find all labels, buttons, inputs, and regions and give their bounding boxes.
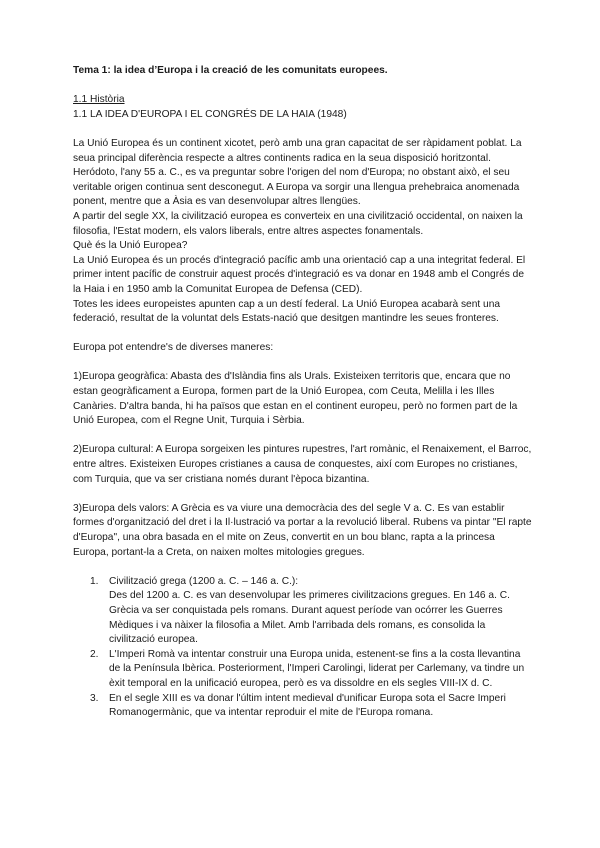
question-heading: Què és la Unió Europea?: [73, 240, 188, 252]
meaning-geographic: 1)Europa geogràfica: Abasta des d'Islàndia fins als Urals. Existeixen territoris que, encara que no estan geogràficament a Europa, formen part de la Unió Europea, com Ceuta, Melilla i les Illes Canàries. D'altra banda, hi ha països que estan en el continent europeu, però no formen part de la Unió Europea, com el Regne Unit, Turquia i Sèrbia.: [73, 371, 518, 427]
list-number: 2.: [90, 648, 99, 660]
list-item: [73, 692, 533, 721]
list-number: 1.: [90, 575, 99, 587]
list-item: [73, 575, 533, 648]
document-page: [73, 64, 533, 721]
meaning-cultural: 2)Europa cultural: A Europa sorgeixen les pintures rupestres, l'art romànic, el Renaixement, el Barroc, entre altres. Existeixen Europes cristianes a causa de conquestes, així com Europes no cristianes, com Turquia, que va ser cristiana només durant l'època bizantina.: [73, 444, 532, 485]
europa-intro: Europa pot entendre's de diverses maneres:: [73, 342, 274, 354]
numbered-list: [73, 575, 533, 721]
document-title: Tema 1: la idea d’Europa i la creació de les comunitats europees.: [73, 65, 388, 76]
paragraph: A partir del segle XX, la civilització europea es converteix en una civilització occidental, on naixen la filosofia, l'Estat modern, els valors liberals, entre altres aspectes fonamentals.: [73, 210, 523, 237]
paragraph: Totes les idees europeistes apunten cap a un destí federal. La Unió Europea acabarà sent una federació, resultat de la voluntat dels Estats-nació que desitgen mantindre les seues fronteres.: [73, 298, 501, 325]
subheading: 1.1 LA IDEA D'EUROPA I EL CONGRÉS DE LA HAIA (1948): [73, 108, 347, 120]
meaning-values: 3)Europa dels valors: A Grècia es va viure una democràcia des del segle V a. C. Es van establir formes d'organització del dret i la Il·lustració va portar a la revolució liberal. Rubens va pintar "El rapte d'Europa", una obra basada en el mite on Zeus, convertit en un bou blanc, rapta a la princesa Europa, portant-la a Creta, on naixen moltes mitologies gregues.: [73, 502, 532, 558]
paragraph: Heródoto, l'any 55 a. C., es va preguntar sobre l'origen del nom d'Europa; no obstant això, el seu veritable origen continua sent desconegut. A Europa va sorgir una llengua prehebraica anomenada ponent, mentre que a Àsia es van desenvolupar altres llengües.: [73, 167, 520, 208]
list-item: [73, 648, 533, 692]
list-item-heading: Civilització grega (1200 a. C. – 146 a. C.):: [109, 575, 299, 587]
list-item-text: En el segle XIII es va donar l'últim intent medieval d'unificar Europa sota el Sacre Imperi Romanogermànic, que va intentar reproduir el mite de l'Europa romana.: [109, 692, 506, 719]
paragraph: La Unió Europea és un continent xicotet, però amb una gran capacitat de ser ràpidament poblat. La seua principal diferència respecte a altres continents radica en la seua disposició horitzontal.: [73, 137, 522, 164]
section-heading: 1.1 Història: [73, 94, 125, 106]
list-item-text: Des del 1200 a. C. es van desenvolupar les primeres civilitzacions gregues. En 146 a. C. Grècia va ser conquistada pels romans. Durant aquest període van ocórrer les Guerres Mèdiques i va nàixer la filosofia a Milet. Amb l'arribada dels romans, es consolida la civilització europea.: [109, 590, 510, 646]
list-item-text: L'Imperi Romà va intentar construir una Europa unida, estenent-se fins a la costa llevantina de la Península Ibèrica. Posteriorment, l'Imperi Carolingi, liderat per Carlemany, va tindre un èxit temporal en la unificació europea, però es va dissoldre en els segles VIII-IX d. C.: [109, 648, 525, 689]
intro-block: [73, 137, 533, 327]
list-number: 3.: [90, 692, 99, 704]
paragraph: La Unió Europea és un procés d'integració pacífic amb una orientació cap a una integritat federal. El primer intent pacífic de construir aquest procés d'integració es va donar en 1948 amb el Congrés de la Haia i en 1950 amb la Comunitat Europea de Defensa (CED).: [73, 254, 526, 295]
